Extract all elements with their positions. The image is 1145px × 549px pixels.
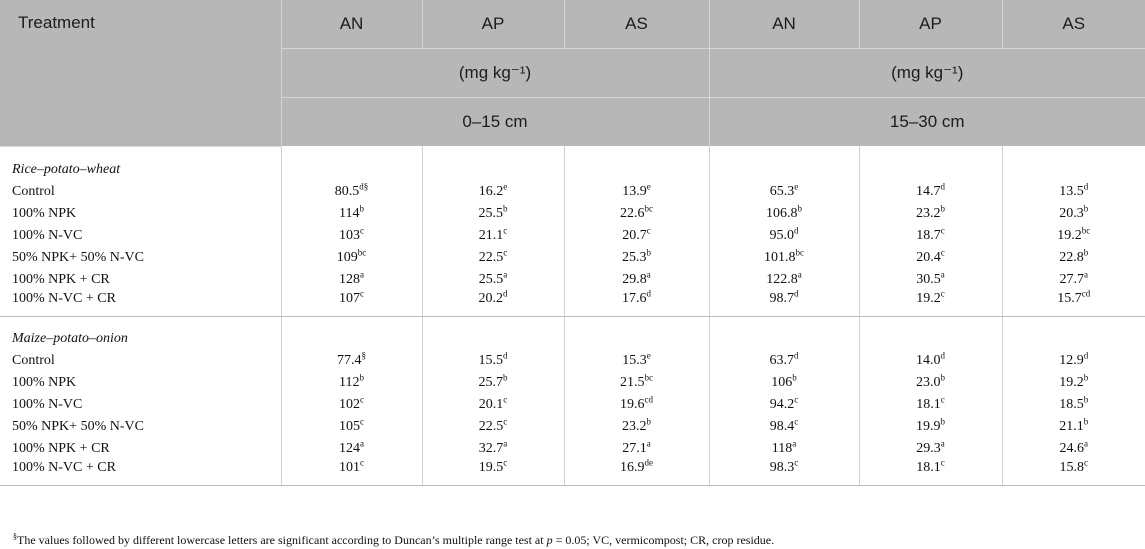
treatment-cell: 100% N-VC + CR bbox=[0, 291, 281, 317]
value-cell bbox=[859, 416, 1002, 438]
value-cell bbox=[709, 181, 859, 203]
value-cell bbox=[709, 247, 859, 269]
value-cell bbox=[564, 456, 709, 486]
significance-letter: a bbox=[503, 437, 508, 448]
cell-value: 30.5 bbox=[916, 271, 941, 287]
value-cell bbox=[709, 438, 859, 460]
treatment-cell: 100% N-VC bbox=[0, 394, 281, 416]
cell-value: 106 bbox=[771, 374, 793, 390]
cell-value: 19.9 bbox=[916, 418, 941, 434]
table-row bbox=[0, 394, 1145, 416]
value-cell bbox=[709, 269, 859, 291]
significance-letter: c bbox=[794, 415, 799, 426]
value-cell bbox=[422, 456, 564, 486]
significance-letter: c bbox=[360, 287, 364, 298]
value-cell bbox=[709, 416, 859, 438]
significance-letter: c bbox=[503, 415, 508, 426]
cell-value: 25.3 bbox=[622, 249, 647, 265]
table-header bbox=[0, 0, 1145, 146]
cell-value: 21.5 bbox=[620, 374, 645, 390]
value-cell bbox=[564, 225, 709, 247]
treatment-cell: 100% NPK bbox=[0, 372, 281, 394]
cell-value: 29.3 bbox=[916, 440, 941, 456]
significance-letter: c bbox=[360, 415, 364, 426]
value-cell bbox=[859, 203, 1002, 225]
significance-letter: c bbox=[360, 456, 364, 467]
cell-value: 18.5 bbox=[1059, 396, 1084, 412]
cell-value: 12.9 bbox=[1059, 352, 1084, 368]
value-cell bbox=[281, 372, 422, 394]
significance-letter: b bbox=[1083, 202, 1089, 213]
treatment-cell: 100% N-VC bbox=[0, 225, 281, 247]
value-cell bbox=[1002, 438, 1145, 460]
value-cell bbox=[1002, 225, 1145, 247]
value-cell bbox=[1002, 287, 1145, 317]
value-cell bbox=[859, 225, 1002, 247]
significance-letter: a bbox=[940, 268, 945, 279]
value-cell bbox=[709, 203, 859, 225]
cell-value: 122.8 bbox=[766, 271, 798, 287]
section-empty-cell bbox=[1002, 146, 1145, 181]
cell-value: 118 bbox=[771, 440, 793, 456]
depth-header-left: 0–15 cm bbox=[281, 98, 709, 147]
table-row bbox=[0, 203, 1145, 225]
cell-value: 18.7 bbox=[916, 227, 941, 243]
cell-value: 20.1 bbox=[478, 396, 504, 412]
depth-header-right: 15–30 cm bbox=[709, 98, 1145, 147]
value-cell bbox=[1002, 269, 1145, 291]
treatment-cell: 100% NPK + CR bbox=[0, 269, 281, 291]
significance-letter: c bbox=[940, 393, 945, 404]
treatment-cell: 50% NPK+ 50% N-VC bbox=[0, 416, 281, 438]
value-cell bbox=[422, 438, 564, 460]
significance-letter: b bbox=[646, 415, 651, 426]
table-footnote bbox=[13, 533, 774, 548]
significance-letter: d bbox=[794, 287, 799, 298]
cell-value: 20.2 bbox=[478, 290, 503, 306]
value-cell bbox=[709, 225, 859, 247]
cell-value: 17.6 bbox=[622, 290, 647, 306]
treatment-cell: 100% N-VC + CR bbox=[0, 460, 281, 486]
value-cell bbox=[709, 287, 859, 317]
cell-value: 23.2 bbox=[622, 418, 647, 434]
treatment-cell: 100% NPK + CR bbox=[0, 438, 281, 460]
significance-letter: a bbox=[940, 437, 945, 448]
value-cell bbox=[281, 203, 422, 225]
significance-letter: a bbox=[360, 437, 364, 448]
value-cell bbox=[859, 372, 1002, 394]
section-empty-cell bbox=[281, 146, 422, 181]
value-cell bbox=[1002, 416, 1145, 438]
treatment-header: Treatment bbox=[0, 0, 281, 146]
cell-value: 63.7 bbox=[769, 352, 794, 368]
cell-value: 101.8 bbox=[764, 249, 796, 265]
cell-value: 19.2 bbox=[1057, 227, 1082, 243]
section-empty-cell bbox=[422, 316, 564, 350]
section-empty-cell bbox=[281, 316, 422, 350]
significance-letter: d bbox=[794, 224, 799, 235]
value-cell bbox=[709, 394, 859, 416]
cell-value: 25.7 bbox=[478, 374, 503, 390]
value-cell bbox=[859, 456, 1002, 486]
cell-value: 19.2 bbox=[916, 290, 941, 306]
significance-letter: e bbox=[646, 180, 651, 191]
cell-value: 15.8 bbox=[1059, 459, 1084, 475]
cell-value: 23.0 bbox=[916, 374, 941, 390]
cell-value: 98.7 bbox=[769, 290, 794, 306]
value-cell bbox=[709, 350, 859, 372]
significance-letter: b bbox=[797, 202, 802, 213]
significance-letter: d bbox=[940, 349, 945, 360]
significance-letter: d bbox=[646, 287, 651, 298]
significance-letter: a bbox=[503, 268, 508, 279]
value-cell bbox=[281, 350, 422, 372]
cell-value: 32.7 bbox=[478, 440, 504, 456]
cell-value: 128 bbox=[339, 271, 360, 287]
table-row bbox=[0, 181, 1145, 203]
cell-value: 107 bbox=[339, 290, 360, 306]
value-cell bbox=[564, 287, 709, 317]
cell-value: 20.4 bbox=[916, 249, 941, 265]
cell-value: 25.5 bbox=[478, 205, 503, 221]
cell-value: 18.1 bbox=[916, 396, 941, 412]
value-cell bbox=[564, 247, 709, 269]
column-header-an-2: AN bbox=[709, 0, 859, 49]
table-row bbox=[0, 291, 1145, 317]
significance-letter: c bbox=[940, 287, 945, 298]
significance-letter: a bbox=[646, 268, 651, 279]
value-cell bbox=[281, 269, 422, 291]
significance-letter: a bbox=[646, 437, 651, 448]
value-cell bbox=[1002, 350, 1145, 372]
section-empty-cell bbox=[564, 316, 709, 350]
value-cell bbox=[564, 372, 709, 394]
significance-letter: b bbox=[1083, 371, 1089, 382]
significance-letter: bc bbox=[357, 246, 367, 257]
cell-value: 15.5 bbox=[478, 352, 503, 368]
cell-value: 103 bbox=[339, 227, 360, 243]
treatment-cell: Control bbox=[0, 350, 281, 372]
cell-value: 21.1 bbox=[1059, 418, 1084, 434]
value-cell bbox=[709, 456, 859, 486]
value-cell bbox=[422, 181, 564, 203]
value-cell bbox=[422, 372, 564, 394]
treatment-cell: 100% NPK bbox=[0, 203, 281, 225]
table-body bbox=[0, 146, 1145, 485]
significance-letter: b bbox=[940, 371, 945, 382]
section-title: Maize–potato–onion bbox=[0, 316, 281, 350]
significance-letter: b bbox=[1083, 246, 1089, 257]
cell-value: 21.1 bbox=[478, 227, 504, 243]
cell-value: 112 bbox=[339, 374, 360, 390]
cell-value: 22.5 bbox=[478, 418, 504, 434]
value-cell bbox=[422, 394, 564, 416]
table-row bbox=[0, 269, 1145, 291]
significance-letter: c bbox=[940, 456, 945, 467]
significance-letter: cd bbox=[644, 393, 653, 404]
cell-value: 22.5 bbox=[478, 249, 504, 265]
cell-value: 19.6 bbox=[620, 396, 645, 412]
significance-letter: de bbox=[644, 456, 653, 467]
treatment-cell: 50% NPK+ 50% N-VC bbox=[0, 247, 281, 269]
cell-value: 106.8 bbox=[766, 205, 798, 221]
cell-value: 20.3 bbox=[1059, 205, 1084, 221]
cell-value: 114 bbox=[339, 205, 360, 221]
significance-letter: d bbox=[794, 349, 799, 360]
value-cell bbox=[709, 372, 859, 394]
footnote-text: The values followed by different lowercase letters are significant according to Duncan’s multiple range test at bbox=[17, 533, 547, 547]
significance-letter: b bbox=[646, 246, 651, 257]
significance-letter: a bbox=[1084, 268, 1088, 279]
significance-letter: a bbox=[360, 268, 364, 279]
value-cell bbox=[422, 416, 564, 438]
significance-letter: c bbox=[503, 456, 508, 467]
significance-letter: § bbox=[361, 349, 366, 360]
table-row bbox=[0, 416, 1145, 438]
value-cell bbox=[281, 247, 422, 269]
cell-value: 13.5 bbox=[1059, 183, 1084, 199]
section-empty-cell bbox=[859, 316, 1002, 350]
cell-value: 95.0 bbox=[769, 227, 794, 243]
value-cell bbox=[422, 350, 564, 372]
treatment-cell: Control bbox=[0, 181, 281, 203]
significance-letter: c bbox=[503, 393, 508, 404]
significance-letter: c bbox=[503, 246, 508, 257]
table-row bbox=[0, 460, 1145, 486]
significance-letter: b bbox=[792, 371, 797, 382]
unit-header-left: (mg kg⁻¹) bbox=[281, 49, 709, 98]
significance-letter: b bbox=[359, 371, 364, 382]
value-cell bbox=[1002, 247, 1145, 269]
value-cell bbox=[281, 287, 422, 317]
section-empty-cell bbox=[1002, 316, 1145, 350]
value-cell bbox=[564, 394, 709, 416]
significance-letter: bc bbox=[1081, 224, 1091, 235]
cell-value: 98.4 bbox=[769, 418, 795, 434]
significance-letter: b bbox=[503, 371, 508, 382]
cell-value: 80.5 bbox=[334, 183, 360, 199]
column-header-an-1: AN bbox=[281, 0, 422, 49]
cell-value: 25.5 bbox=[478, 271, 504, 287]
cell-value: 77.4 bbox=[337, 352, 362, 368]
cell-value: 16.9 bbox=[620, 459, 645, 475]
significance-letter: c bbox=[360, 393, 364, 404]
column-header-ap-2: AP bbox=[859, 0, 1002, 49]
value-cell bbox=[281, 394, 422, 416]
value-cell bbox=[281, 438, 422, 460]
section-empty-cell bbox=[859, 146, 1002, 181]
table-row bbox=[0, 438, 1145, 460]
significance-letter: a bbox=[1084, 437, 1088, 448]
column-header-ap-1: AP bbox=[422, 0, 564, 49]
cell-value: 14.0 bbox=[916, 352, 941, 368]
value-cell bbox=[1002, 456, 1145, 486]
value-cell bbox=[564, 269, 709, 291]
section-empty-cell bbox=[422, 146, 564, 181]
section-empty-cell bbox=[709, 316, 859, 350]
cell-value: 16.2 bbox=[478, 183, 504, 199]
cell-value: 24.6 bbox=[1059, 440, 1084, 456]
cell-value: 98.3 bbox=[769, 459, 795, 475]
column-header-as-1: AS bbox=[564, 0, 709, 49]
cell-value: 29.8 bbox=[622, 271, 647, 287]
value-cell bbox=[859, 350, 1002, 372]
value-cell bbox=[422, 269, 564, 291]
value-cell bbox=[422, 287, 564, 317]
cell-value: 27.7 bbox=[1059, 271, 1084, 287]
cell-value: 15.3 bbox=[622, 352, 647, 368]
significance-letter: bc bbox=[644, 202, 653, 213]
value-cell bbox=[564, 438, 709, 460]
value-cell bbox=[422, 247, 564, 269]
value-cell bbox=[1002, 203, 1145, 225]
value-cell bbox=[564, 350, 709, 372]
cell-value: 27.1 bbox=[622, 440, 647, 456]
value-cell bbox=[1002, 394, 1145, 416]
value-cell bbox=[1002, 372, 1145, 394]
value-cell bbox=[859, 438, 1002, 460]
value-cell bbox=[422, 203, 564, 225]
cell-value: 105 bbox=[339, 418, 360, 434]
significance-letter: c bbox=[940, 246, 945, 257]
value-cell bbox=[1002, 181, 1145, 203]
significance-letter: e bbox=[503, 180, 508, 191]
cell-value: 101 bbox=[339, 459, 360, 475]
significance-letter: b bbox=[1083, 393, 1089, 404]
table-row bbox=[0, 225, 1145, 247]
section-title: Rice–potato–wheat bbox=[0, 146, 281, 181]
significance-letter: b bbox=[940, 415, 945, 426]
value-cell bbox=[859, 287, 1002, 317]
significance-letter: b bbox=[1083, 415, 1089, 426]
significance-letter: a bbox=[797, 268, 802, 279]
value-cell bbox=[859, 394, 1002, 416]
cell-value: 94.2 bbox=[769, 396, 795, 412]
significance-letter: c bbox=[503, 224, 508, 235]
value-cell bbox=[281, 456, 422, 486]
significance-letter: b bbox=[940, 202, 945, 213]
section-row bbox=[0, 146, 1145, 181]
significance-letter: bc bbox=[795, 246, 804, 257]
value-cell bbox=[281, 225, 422, 247]
cell-value: 18.1 bbox=[916, 459, 941, 475]
table-row bbox=[0, 247, 1145, 269]
significance-letter: b bbox=[359, 202, 364, 213]
section-empty-cell bbox=[709, 146, 859, 181]
footnote-p-variable: p bbox=[546, 533, 553, 547]
value-cell bbox=[859, 181, 1002, 203]
cell-value: 23.2 bbox=[916, 205, 941, 221]
cell-value: 20.7 bbox=[622, 227, 647, 243]
cell-value: 124 bbox=[339, 440, 360, 456]
significance-letter: e bbox=[794, 180, 799, 191]
table-row bbox=[0, 350, 1145, 372]
significance-letter: d§ bbox=[359, 180, 369, 191]
significance-letter: c bbox=[1084, 456, 1088, 467]
significance-letter: cd bbox=[1081, 287, 1091, 298]
value-cell bbox=[859, 269, 1002, 291]
significance-letter: d bbox=[503, 287, 508, 298]
column-header-as-2: AS bbox=[1002, 0, 1145, 49]
cell-value: 19.2 bbox=[1059, 374, 1084, 390]
significance-letter: c bbox=[360, 224, 364, 235]
cell-value: 102 bbox=[339, 396, 360, 412]
table-row bbox=[0, 372, 1145, 394]
significance-letter: c bbox=[794, 456, 799, 467]
significance-letter: a bbox=[792, 437, 797, 448]
section-empty-cell bbox=[564, 146, 709, 181]
significance-letter: c bbox=[794, 393, 799, 404]
significance-letter: c bbox=[940, 224, 945, 235]
section-row bbox=[0, 316, 1145, 350]
value-cell bbox=[564, 416, 709, 438]
cell-value: 15.7 bbox=[1057, 290, 1082, 306]
significance-letter: d bbox=[940, 180, 945, 191]
significance-letter: bc bbox=[644, 371, 653, 382]
value-cell bbox=[281, 181, 422, 203]
significance-letter: d bbox=[1083, 349, 1089, 360]
cell-value: 109 bbox=[336, 249, 358, 265]
value-cell bbox=[564, 203, 709, 225]
value-cell bbox=[281, 416, 422, 438]
significance-letter: c bbox=[646, 224, 651, 235]
value-cell bbox=[564, 181, 709, 203]
value-cell bbox=[859, 247, 1002, 269]
significance-letter: d bbox=[1083, 180, 1089, 191]
significance-letter: d bbox=[503, 349, 508, 360]
cell-value: 14.7 bbox=[916, 183, 941, 199]
cell-value: 19.5 bbox=[478, 459, 504, 475]
cell-value: 22.6 bbox=[620, 205, 645, 221]
footnote-mark: § bbox=[13, 532, 17, 541]
significance-letter: b bbox=[503, 202, 508, 213]
footnote-rest: = 0.05; VC, vermicompost; CR, crop residue. bbox=[552, 533, 775, 547]
cell-value: 13.9 bbox=[622, 183, 647, 199]
cell-value: 22.8 bbox=[1059, 249, 1084, 265]
unit-header-right: (mg kg⁻¹) bbox=[709, 49, 1145, 98]
value-cell bbox=[422, 225, 564, 247]
cell-value: 65.3 bbox=[769, 183, 795, 199]
significance-letter: e bbox=[646, 349, 651, 360]
